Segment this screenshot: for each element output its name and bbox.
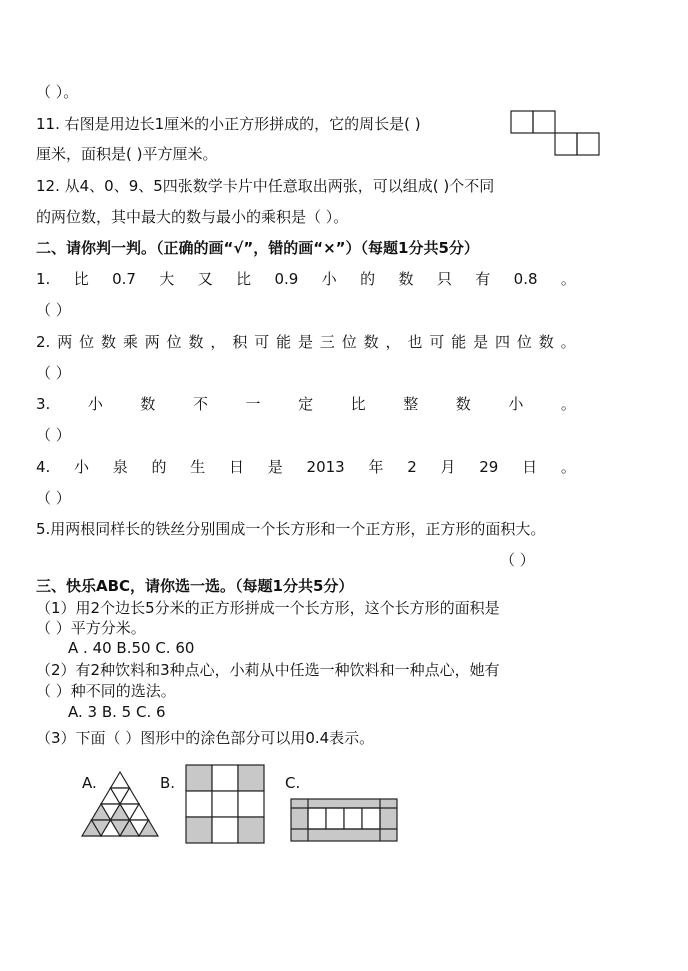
j1-word: 又 <box>197 270 213 288</box>
j1-word: 的 <box>360 270 376 288</box>
figure-c-strip <box>290 798 398 842</box>
j1-word: 只 <box>436 270 452 288</box>
j4-word: 日 <box>229 458 245 476</box>
choice-2-options: A. 3 B. 5 C. 6 <box>68 703 166 721</box>
j4-word: 日 <box>522 458 538 476</box>
j1-word: 大 <box>159 270 175 288</box>
j2-word: 两 <box>144 333 160 351</box>
q12-line-2: 的两位数，其中最大的数与最小的乘积是（ ）。 <box>36 208 349 226</box>
j2-word: 四 <box>495 333 511 351</box>
j4-word: 。 <box>560 458 576 476</box>
q11-square-figure <box>510 110 602 156</box>
judge-5-blank: （ ） <box>500 551 535 569</box>
j1-word: 比 <box>236 270 252 288</box>
choice-1-line-1: （1）用2个边长5分米的正方形拼成一个长方形，这个长方形的面积是 <box>36 599 500 617</box>
j2-word: 两 <box>57 333 73 351</box>
j4-word: 月 <box>440 458 456 476</box>
j1-word: 有 <box>475 270 491 288</box>
figure-b-grid <box>185 764 265 844</box>
j2-word: ， <box>385 333 401 351</box>
figure-a-triangle <box>82 770 158 840</box>
judge-2-blank: （ ） <box>36 364 71 382</box>
j2-word: 积 <box>232 333 248 351</box>
j1-word: 1. <box>36 270 51 288</box>
j2-word: 2. <box>36 333 51 351</box>
j3-word: 比 <box>350 395 366 413</box>
j4-word: 2 <box>407 458 417 476</box>
j2-word: 数 <box>538 333 554 351</box>
figure-b-label: B. <box>160 774 176 792</box>
choice-3-line: （3）下面（ ）图形中的涂色部分可以用0.4表示。 <box>36 729 375 747</box>
j2-word: 能 <box>451 333 467 351</box>
j2-word: 数 <box>363 333 379 351</box>
j4-word: 生 <box>190 458 206 476</box>
section-2-heading: 二、请你判一判。（正确的画“√”，错的画“×”）（每题1分共5分） <box>36 239 479 257</box>
j2-word: 可 <box>429 333 445 351</box>
j1-word: 数 <box>398 270 414 288</box>
j4-word: 2013 <box>306 458 345 476</box>
j3-word: 数 <box>455 395 471 413</box>
j2-word: 位 <box>79 333 95 351</box>
judge-2-statement <box>36 332 576 352</box>
j1-word: 0.9 <box>274 270 299 288</box>
j4-word: 4. <box>36 458 51 476</box>
j3-word: 小 <box>87 395 103 413</box>
choice-1-line-2: （ ）平方分米。 <box>36 619 146 637</box>
j2-word: 数 <box>188 333 204 351</box>
j2-word: 是 <box>297 333 313 351</box>
j2-word: 三 <box>319 333 335 351</box>
section-3-heading: 三、快乐ABC，请你选一选。（每题1分共5分） <box>36 577 354 595</box>
j2-word: 能 <box>276 333 292 351</box>
j3-word: 一 <box>245 395 261 413</box>
j2-word: ， <box>210 333 226 351</box>
judge-4-blank: （ ） <box>36 489 71 507</box>
j3-word: 数 <box>140 395 156 413</box>
q10-answer-blank: （ ）。 <box>36 83 79 101</box>
j3-word: 。 <box>560 395 576 413</box>
q12-line-1: 12. 从4、0、9、5四张数学卡片中任意取出两张，可以组成( )个不同 <box>36 177 495 195</box>
j2-word: 。 <box>560 333 576 351</box>
j2-word: 也 <box>407 333 423 351</box>
j4-word: 小 <box>74 458 90 476</box>
choice-1-options: A . 40 B.50 C. 60 <box>68 639 195 657</box>
judge-4-statement <box>36 457 576 477</box>
j3-word: 定 <box>298 395 314 413</box>
judge-1-statement <box>36 269 576 289</box>
j1-word: 0.7 <box>112 270 136 288</box>
j2-word: 可 <box>254 333 270 351</box>
choice-2-line-2: （ ）种不同的选法。 <box>36 682 176 700</box>
q11-line-1: 11. 右图是用边长1厘米的小正方形拼成的，它的周长是( ) <box>36 115 421 133</box>
choice-2-line-1: （2）有2种饮料和3种点心，小莉从中任选一种饮料和一种点心，她有 <box>36 661 500 679</box>
j4-word: 是 <box>267 458 283 476</box>
judge-5-statement: 5.用两根同样长的铁丝分别围成一个长方形和一个正方形，正方形的面积大。 <box>36 520 546 538</box>
j1-word: 比 <box>73 270 89 288</box>
j4-word: 29 <box>479 458 499 476</box>
j2-word: 数 <box>100 333 116 351</box>
j1-word: 0.8 <box>513 270 538 288</box>
j4-word: 泉 <box>112 458 128 476</box>
j3-word: 整 <box>403 395 419 413</box>
j3-word: 小 <box>508 395 524 413</box>
figure-a-label: A. <box>82 774 97 792</box>
j3-word: 3. <box>36 395 51 413</box>
figure-c-label: C. <box>285 774 301 792</box>
j2-word: 位 <box>166 333 182 351</box>
judge-3-statement <box>36 394 576 414</box>
j1-word: 小 <box>321 270 337 288</box>
j2-word: 是 <box>473 333 489 351</box>
j4-word: 年 <box>368 458 384 476</box>
judge-3-blank: （ ） <box>36 426 71 444</box>
j4-word: 的 <box>151 458 167 476</box>
j2-word: 乘 <box>122 333 138 351</box>
j2-word: 位 <box>516 333 532 351</box>
q11-line-2: 厘米，面积是( )平方厘米。 <box>36 145 218 163</box>
j1-word: 。 <box>560 270 576 288</box>
judge-1-blank: （ ） <box>36 301 71 319</box>
j3-word: 不 <box>192 395 208 413</box>
j2-word: 位 <box>341 333 357 351</box>
